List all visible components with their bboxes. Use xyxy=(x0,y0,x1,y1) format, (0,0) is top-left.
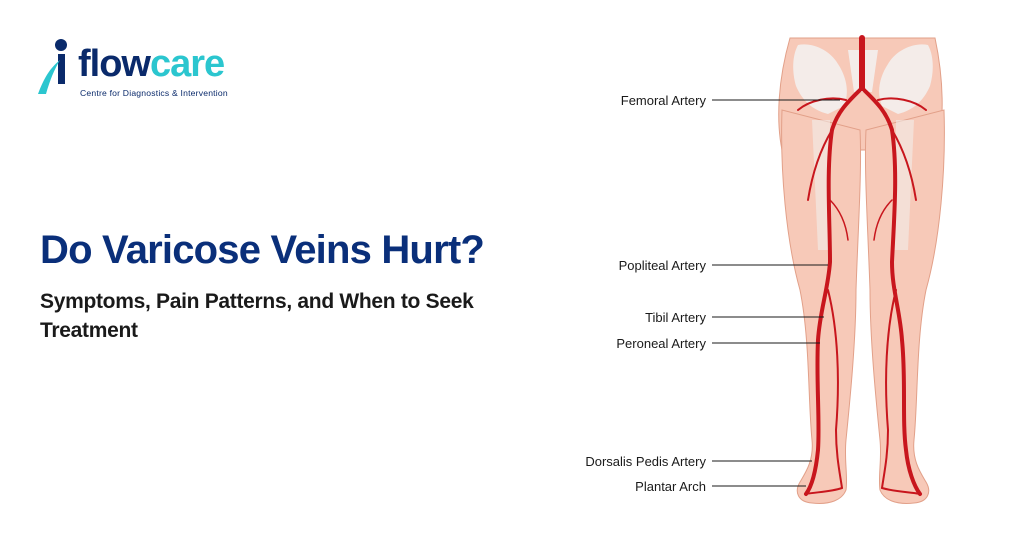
label-dorsalis-pedis-artery: Dorsalis Pedis Artery xyxy=(585,454,706,469)
label-popliteal-artery: Popliteal Artery xyxy=(618,258,706,273)
brand-name-part1: flow xyxy=(78,43,150,85)
label-femoral-artery: Femoral Artery xyxy=(620,93,706,108)
brand-name-part2: care xyxy=(149,43,225,85)
label-plantar-arch: Plantar Arch xyxy=(635,479,706,494)
page-subtitle: Symptoms, Pain Patterns, and When to Seek Treatment xyxy=(40,290,474,342)
label-peroneal-artery: Peroneal Artery xyxy=(616,336,706,351)
brand-tagline: Centre for Diagnostics & Intervention xyxy=(80,88,228,98)
label-tibial-artery: Tibil Artery xyxy=(645,310,706,325)
page-title: Do Varicose Veins Hurt? xyxy=(40,228,484,272)
